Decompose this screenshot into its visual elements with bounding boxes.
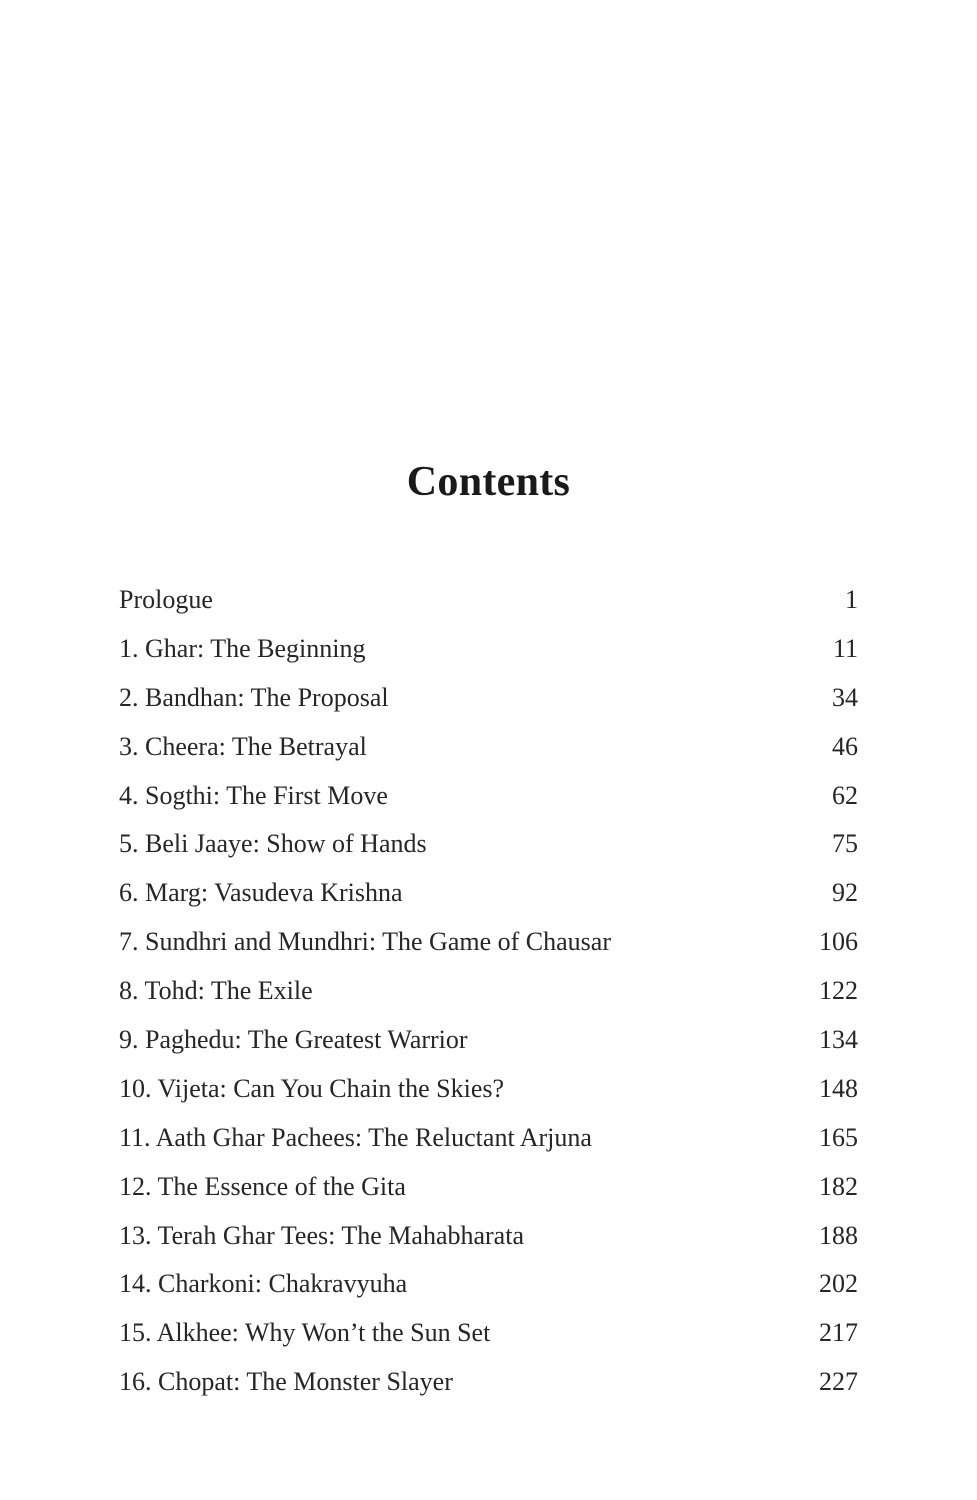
toc-entry-title: 13. Terah Ghar Tees: The Mahabharata [119,1220,524,1250]
toc-entry [119,967,858,1016]
toc-entry-page: 148 [819,1073,858,1103]
toc-entry [119,625,858,674]
toc-entry-title: Prologue [119,585,213,614]
toc-entry-title: 14. Charkoni: Chakravyuha [119,1269,408,1299]
toc-entry-page: 122 [819,976,858,1006]
toc-entry-page: 188 [819,1220,858,1250]
toc-entry-title: 16. Chopat: The Monster Slayer [119,1367,453,1397]
toc-entry [119,820,858,869]
toc-entry [119,576,858,625]
toc-entry [119,1309,858,1358]
toc-entry-page: 1 [845,585,858,614]
toc-entry-page: 227 [819,1367,858,1397]
toc-entry [119,1065,858,1114]
toc-entry [119,1358,858,1407]
toc-entry [119,918,858,967]
toc-entry-page: 62 [832,780,858,810]
toc-entry-title: 2. Bandhan: The Proposal [119,682,389,712]
toc-entry [119,723,858,772]
toc-entry-title: 15. Alkhee: Why Won’t the Sun Set [119,1318,491,1348]
toc-entry [119,1260,858,1309]
toc-entry [119,869,858,918]
toc-entry-page: 106 [819,927,858,957]
toc-entry-title: 10. Vijeta: Can You Chain the Skies? [119,1073,505,1103]
toc-entry-page: 134 [819,1025,858,1055]
toc-entry-title: 12. The Essence of the Gita [119,1171,406,1201]
toc-entry-title: 8. Tohd: The Exile [119,976,313,1006]
toc-entry [119,1016,858,1065]
page-title: Contents [406,459,571,505]
toc-entry-page: 46 [832,731,858,761]
toc-entry-title: 6. Marg: Vasudeva Krishna [119,878,403,908]
toc-entry-page: 34 [832,682,858,712]
toc-entry-title: 5. Beli Jaaye: Show of Hands [119,829,427,859]
toc-entry-page: 202 [819,1269,858,1299]
toc-entry [119,772,858,821]
toc-entry-page: 165 [819,1122,858,1152]
toc-entry [119,1212,858,1261]
toc-entry [119,674,858,723]
toc-entry-page: 11 [832,633,858,663]
toc-entry-title: 11. Aath Ghar Pachees: The Reluctant Arjuna [119,1122,592,1152]
toc-entry [119,1163,858,1212]
toc-entry-title: 3. Cheera: The Betrayal [119,731,367,761]
toc-entry-title: 7. Sundhri and Mundhri: The Game of Chausar [119,927,611,957]
toc-entry [119,1114,858,1163]
toc-entry-page: 217 [819,1318,858,1348]
toc-entry-title: 1. Ghar: The Beginning [119,633,366,663]
toc-entry-page: 75 [832,829,858,859]
toc-entry-title: 9. Paghedu: The Greatest Warrior [119,1025,468,1055]
toc-entry-title: 4. Sogthi: The First Move [119,780,388,810]
toc-entry-page: 92 [832,878,858,908]
toc-entry-page: 182 [819,1171,858,1201]
table-of-contents [119,576,858,1407]
